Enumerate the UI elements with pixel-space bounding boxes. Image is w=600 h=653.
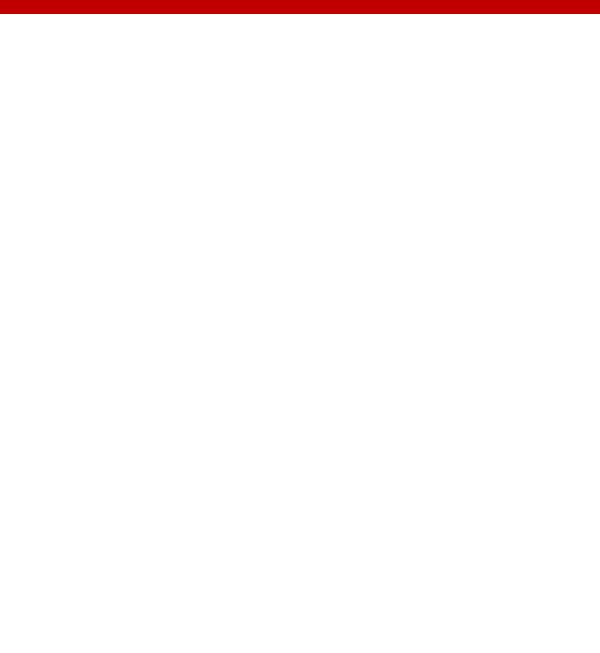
header-title	[91, 0, 136, 14]
header-org	[44, 0, 91, 14]
table-header	[0, 0, 600, 14]
header-tone	[554, 0, 600, 14]
header-points	[136, 0, 554, 14]
header-date	[0, 0, 44, 14]
